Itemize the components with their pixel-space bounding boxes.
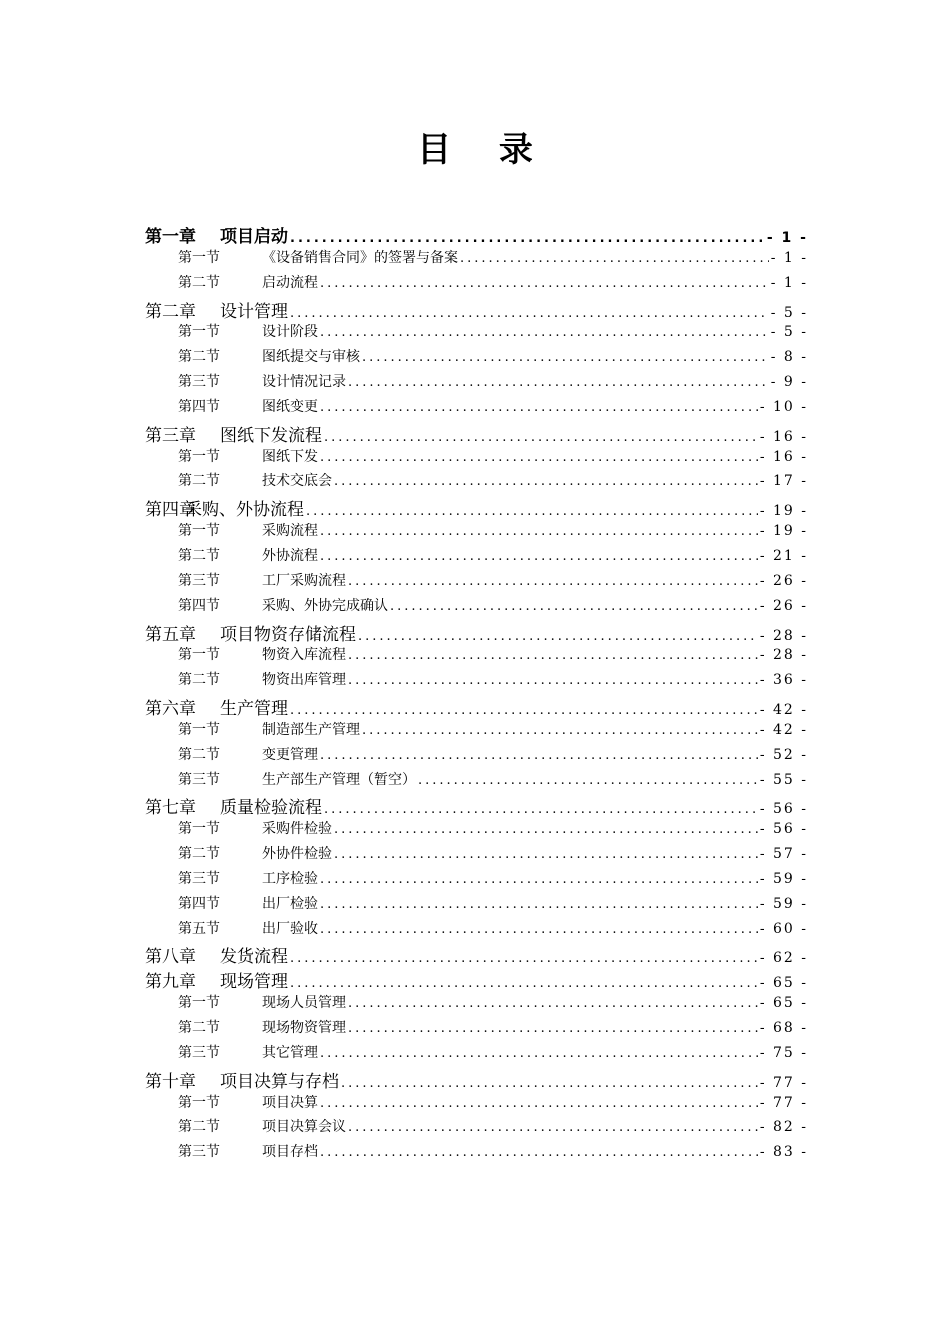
section-number: 第三节: [178, 1144, 220, 1161]
section-number: 第一节: [178, 249, 220, 266]
page-number: - 16 -: [759, 448, 808, 465]
page-number: - 65 -: [759, 975, 808, 992]
chapter-title: 现场管理: [220, 972, 288, 993]
chapter-title: 发货流程: [220, 947, 288, 968]
section-title: 外协件检验: [262, 846, 332, 863]
section-title: 其它管理: [262, 1044, 318, 1061]
page-number: - 65 -: [759, 995, 808, 1012]
toc-section-entry[interactable]: [145, 595, 808, 620]
page-number: - 56 -: [759, 801, 808, 818]
page-number: - 5 -: [770, 324, 808, 341]
section-title: 设计情况记录: [262, 374, 346, 391]
dot-leader: [320, 400, 758, 415]
section-title: 外协流程: [262, 547, 318, 564]
page-number: - 42 -: [759, 702, 808, 719]
page-number: - 1 -: [770, 249, 808, 266]
section-title: 图纸提交与审核: [262, 349, 360, 366]
toc-section-entry[interactable]: [145, 868, 808, 893]
page-number: - 17 -: [759, 473, 808, 490]
dot-leader: [320, 276, 769, 291]
toc-section-entry[interactable]: [145, 744, 808, 769]
section-number: 第四节: [178, 398, 220, 415]
section-title: 图纸下发: [262, 448, 318, 465]
toc-chapter-entry[interactable]: [145, 495, 808, 520]
page-number: - 36 -: [759, 672, 808, 689]
chapter-number: 第九章: [145, 972, 196, 993]
section-title: 出厂检验: [262, 895, 318, 912]
toc-section-entry[interactable]: [145, 769, 808, 794]
toc-chapter-entry[interactable]: [145, 1067, 808, 1092]
dot-leader: [348, 574, 758, 589]
dot-leader: [320, 1145, 758, 1160]
chapter-number: 第七章: [145, 798, 196, 819]
section-number: 第二节: [178, 846, 220, 863]
section-number: 第二节: [178, 349, 220, 366]
dot-leader: [334, 847, 758, 862]
page-number: - 42 -: [759, 721, 808, 738]
section-number: 第三节: [178, 870, 220, 887]
dot-leader: [320, 872, 758, 887]
dot-leader: [460, 251, 769, 266]
toc-section-entry[interactable]: [145, 1017, 808, 1042]
dot-leader: [320, 1046, 758, 1061]
dot-leader: [320, 1096, 758, 1111]
toc-chapter-entry[interactable]: [145, 793, 808, 818]
chapter-title: 项目物资存储流程: [220, 624, 356, 645]
page-number: - 28 -: [759, 627, 808, 644]
section-number: 第四节: [178, 895, 220, 912]
toc-section-entry[interactable]: [145, 570, 808, 595]
page-number: - 21 -: [759, 547, 808, 564]
dot-leader: [320, 450, 758, 465]
page-number: - 1 -: [770, 274, 808, 291]
section-number: 第五节: [178, 920, 220, 937]
chapter-title: 设计管理: [220, 301, 288, 322]
section-number: 第三节: [178, 771, 220, 788]
section-number: 第二节: [178, 274, 220, 291]
toc-section-entry[interactable]: [145, 247, 808, 272]
chapter-title: 生产管理: [220, 699, 288, 719]
section-title: 项目决算会议: [262, 1119, 346, 1136]
toc-section-entry[interactable]: [145, 918, 808, 943]
section-number: 第二节: [178, 547, 220, 564]
chapter-number: 第三章: [145, 425, 196, 446]
section-number: 第二节: [178, 473, 220, 490]
page-number: - 16 -: [759, 428, 808, 445]
section-title: 生产部生产管理（暂空）: [262, 771, 416, 788]
page-number: - 56 -: [759, 821, 808, 838]
dot-leader: [390, 599, 758, 614]
toc-section-entry[interactable]: [145, 520, 808, 545]
dot-leader: [290, 231, 765, 246]
toc-section-entry[interactable]: [145, 396, 808, 421]
page-number: - 19 -: [759, 503, 808, 520]
page-number: - 9 -: [770, 374, 808, 391]
section-title: 项目决算: [262, 1094, 318, 1111]
chapter-title: 质量检验流程: [220, 798, 322, 819]
toc-chapter-entry[interactable]: [145, 942, 808, 967]
section-number: 第一节: [178, 647, 220, 664]
chapter-number: 第二章: [145, 301, 196, 322]
dot-leader: [324, 430, 758, 445]
toc-section-entry[interactable]: [145, 446, 808, 471]
section-number: 第一节: [178, 324, 220, 341]
dot-leader: [320, 748, 758, 763]
dot-leader: [348, 375, 769, 390]
section-number: 第一节: [178, 523, 220, 540]
dot-leader: [348, 1021, 758, 1036]
section-number: 第一节: [178, 448, 220, 465]
section-number: 第一节: [178, 721, 220, 738]
page-number: - 77 -: [759, 1074, 808, 1091]
dot-leader: [362, 723, 758, 738]
toc-section-entry[interactable]: [145, 992, 808, 1017]
page-number: - 77 -: [759, 1094, 808, 1111]
dot-leader: [358, 629, 758, 644]
dot-leader: [348, 673, 758, 688]
toc-section-entry[interactable]: [145, 321, 808, 346]
page-number: - 26 -: [759, 597, 808, 614]
chapter-number: 第一章: [145, 227, 196, 247]
page-number: - 68 -: [759, 1020, 808, 1036]
toc-section-entry[interactable]: [145, 1141, 808, 1166]
toc-section-entry[interactable]: [145, 843, 808, 868]
toc-chapter-entry[interactable]: [145, 620, 808, 645]
page-number: - 83 -: [759, 1144, 808, 1161]
section-title: 启动流程: [262, 274, 318, 291]
section-title: 工厂采购流程: [262, 572, 346, 589]
dot-leader: [290, 306, 769, 321]
dot-leader: [348, 996, 758, 1011]
section-number: 第三节: [178, 572, 220, 589]
toc-section-entry[interactable]: [145, 719, 808, 744]
toc-section-entry[interactable]: [145, 1116, 808, 1141]
toc-section-entry[interactable]: [145, 545, 808, 570]
page-number: - 55 -: [759, 771, 808, 788]
dot-leader: [320, 549, 758, 564]
dot-leader: [290, 976, 758, 991]
toc-section-entry[interactable]: [145, 346, 808, 371]
section-title: 现场人员管理: [262, 995, 346, 1012]
dot-leader: [306, 504, 758, 519]
toc-chapter-entry[interactable]: [145, 222, 808, 247]
page-number: - 10 -: [759, 398, 808, 415]
dot-leader: [341, 1076, 758, 1091]
page-number: - 52 -: [759, 746, 808, 763]
toc-chapter-entry[interactable]: [145, 694, 808, 719]
chapter-number: 第四章: [145, 500, 196, 521]
dot-leader: [348, 648, 758, 663]
page-number: - 19 -: [759, 523, 808, 540]
page-number: - 62 -: [759, 950, 808, 967]
section-title: 工序检验: [262, 870, 318, 887]
chapter-number: 第十章: [145, 1071, 196, 1092]
toc-section-entry[interactable]: [145, 893, 808, 918]
toc-section-entry[interactable]: [145, 272, 808, 297]
page-title: 目 录: [417, 130, 551, 170]
section-title: 采购流程: [262, 523, 318, 540]
dot-leader: [334, 474, 758, 489]
chapter-number: 第八章: [145, 947, 196, 968]
toc-section-entry[interactable]: [145, 371, 808, 396]
dot-leader: [362, 350, 769, 365]
page-number: - 60 -: [759, 920, 808, 937]
page-number: - 5 -: [770, 304, 808, 321]
section-number: 第三节: [178, 1044, 220, 1061]
dot-leader: [348, 1120, 758, 1135]
toc-section-entry[interactable]: [145, 470, 808, 495]
chapter-title: 项目启动: [220, 227, 288, 247]
chapter-title: 图纸下发流程: [220, 425, 322, 446]
dot-leader: [334, 822, 758, 837]
section-title: 图纸变更: [262, 398, 318, 415]
section-title: 现场物资管理: [262, 1020, 346, 1036]
section-title: 变更管理: [262, 746, 318, 763]
section-number: 第三节: [178, 374, 220, 391]
chapter-title: 采购、外协流程: [185, 500, 304, 521]
toc-chapter-entry[interactable]: [145, 421, 808, 446]
page-number: - 28 -: [759, 647, 808, 664]
section-title: 项目存档: [262, 1144, 318, 1161]
section-title: 采购件检验: [262, 821, 332, 838]
table-of-contents: [145, 222, 808, 1166]
page-number: - 59 -: [759, 895, 808, 912]
dot-leader: [320, 524, 758, 539]
section-title: 采购、外协完成确认: [262, 597, 388, 614]
section-title: 制造部生产管理: [262, 721, 360, 738]
section-number: 第二节: [178, 1020, 220, 1036]
section-number: 第一节: [178, 1094, 220, 1111]
dot-leader: [320, 922, 758, 937]
dot-leader: [324, 802, 758, 817]
toc-section-entry[interactable]: [145, 1042, 808, 1067]
toc-chapter-entry[interactable]: [145, 967, 808, 992]
section-number: 第四节: [178, 597, 220, 614]
page-number: - 8 -: [770, 349, 808, 366]
page-number: - 1 -: [766, 230, 808, 246]
chapter-number: 第六章: [145, 699, 196, 719]
section-title: 设计阶段: [262, 324, 318, 341]
dot-leader: [418, 773, 758, 788]
toc-section-entry[interactable]: [145, 1092, 808, 1117]
dot-leader: [320, 897, 758, 912]
section-title: 技术交底会: [262, 473, 332, 490]
section-title: 《设备销售合同》的签署与备案: [262, 249, 458, 266]
section-number: 第二节: [178, 1119, 220, 1136]
section-number: 第一节: [178, 995, 220, 1012]
section-number: 第二节: [178, 746, 220, 763]
page-number: - 82 -: [759, 1119, 808, 1136]
toc-section-entry[interactable]: [145, 644, 808, 669]
section-number: 第二节: [178, 672, 220, 689]
chapter-number: 第五章: [145, 624, 196, 645]
page-number: - 75 -: [759, 1044, 808, 1061]
section-title: 物资入库流程: [262, 647, 346, 664]
dot-leader: [290, 951, 758, 966]
toc-section-entry[interactable]: [145, 818, 808, 843]
dot-leader: [290, 703, 758, 718]
page-number: - 57 -: [759, 846, 808, 863]
page-number: - 26 -: [759, 572, 808, 589]
page-number: - 59 -: [759, 870, 808, 887]
chapter-title: 项目决算与存档: [220, 1071, 339, 1092]
section-title: 物资出库管理: [262, 672, 346, 689]
section-title: 出厂验收: [262, 920, 318, 937]
toc-chapter-entry[interactable]: [145, 297, 808, 322]
section-number: 第一节: [178, 821, 220, 838]
toc-section-entry[interactable]: [145, 669, 808, 694]
dot-leader: [320, 325, 769, 340]
